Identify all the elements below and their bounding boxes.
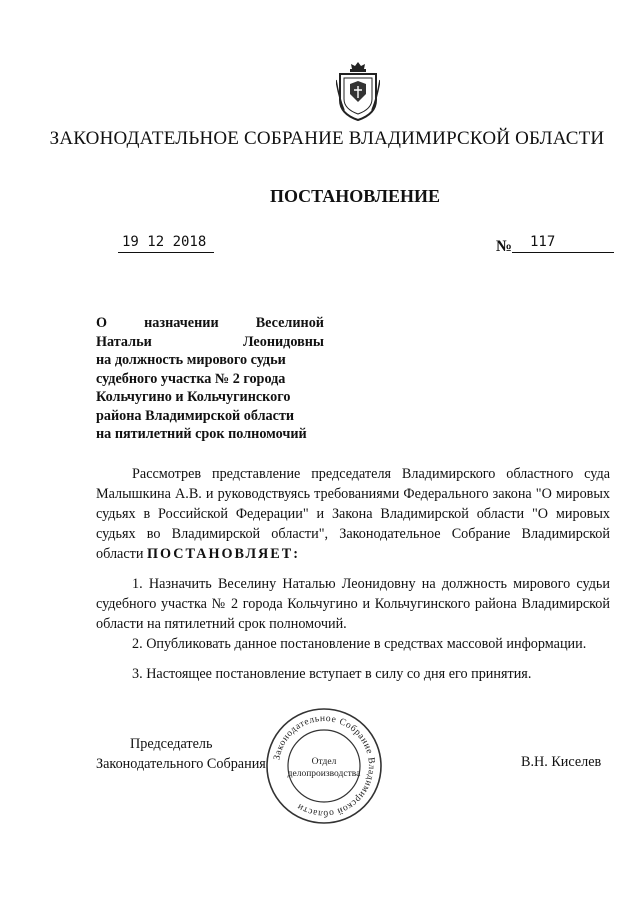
document-body — [96, 464, 610, 684]
signatory-title-line-2: Законодательного Собрания — [96, 756, 266, 772]
coat-of-arms-icon — [336, 60, 380, 122]
signatory-title-line-1: Председатель — [130, 736, 213, 752]
stamp-center — [264, 756, 384, 780]
subject-line-2 — [96, 333, 324, 352]
preamble-paragraph — [96, 464, 610, 564]
subject-word: назначении — [144, 315, 219, 331]
document-number: 117 — [512, 233, 614, 253]
number-label: № — [496, 238, 513, 255]
item-3: 3. Настоящее постановление вступает в силу со дня его принятия. — [132, 666, 532, 682]
official-stamp — [264, 706, 384, 826]
subject-block — [96, 314, 324, 444]
subject-word: Натальи — [96, 333, 152, 350]
subject-line-5: Кольчугино и Кольчугинского — [96, 389, 291, 405]
subject-line-3: на должность мирового судьи — [96, 352, 286, 368]
subject-line-4: судебного участка № 2 города — [96, 370, 286, 387]
document-date: 19 12 2018 — [118, 233, 214, 253]
subject-line-7: на пятилетний срок полномочий — [96, 426, 307, 442]
organization-title: ЗАКОНОДАТЕЛЬНОЕ СОБРАНИЕ ВЛАДИМИРСКОЙ ОБЛАСТИ — [49, 128, 605, 149]
subject-line-1 — [96, 314, 324, 333]
signatory-name: В.Н. Киселев — [521, 754, 602, 770]
subject-word: О — [96, 315, 108, 331]
subject-line-6: района Владимирской области — [96, 407, 295, 424]
item-2: 2. Опубликовать данное постановление в средствах массовой информации. — [132, 636, 587, 652]
signatory-title — [96, 734, 266, 774]
stamp-center-line-1: Отдел — [311, 757, 337, 767]
document-type-title: ПОСТАНОВЛЕНИЕ — [269, 186, 441, 206]
resolves-word: ПОСТАНОВЛЯЕТ: — [146, 546, 300, 562]
item-1: 1. Назначить Веселину Наталью Леонидовну на должность мирового судьи судебного участка № 2 города Кольчугино и Кольчугинского района Владимирской области на пятилетний срок полномочий. — [96, 576, 610, 632]
preamble-text: Рассмотрев представление председателя Владимирского областного суда Малышкина А.В. и руководствуясь требованиями Федерального закона "О мировых судьях в Российской Федерации" и Закона Владимирской области "О мировых судьях во Владимирской области", Законодательное Собрание Владимирской области — [96, 466, 610, 562]
subject-word: Леонидовны — [242, 333, 324, 350]
subject-word: Веселиной — [255, 315, 324, 331]
stamp-center-line-2: делопроизводства — [287, 769, 361, 779]
stamp-ring-text: Законодательное Собрание Владимирской области — [272, 713, 377, 819]
